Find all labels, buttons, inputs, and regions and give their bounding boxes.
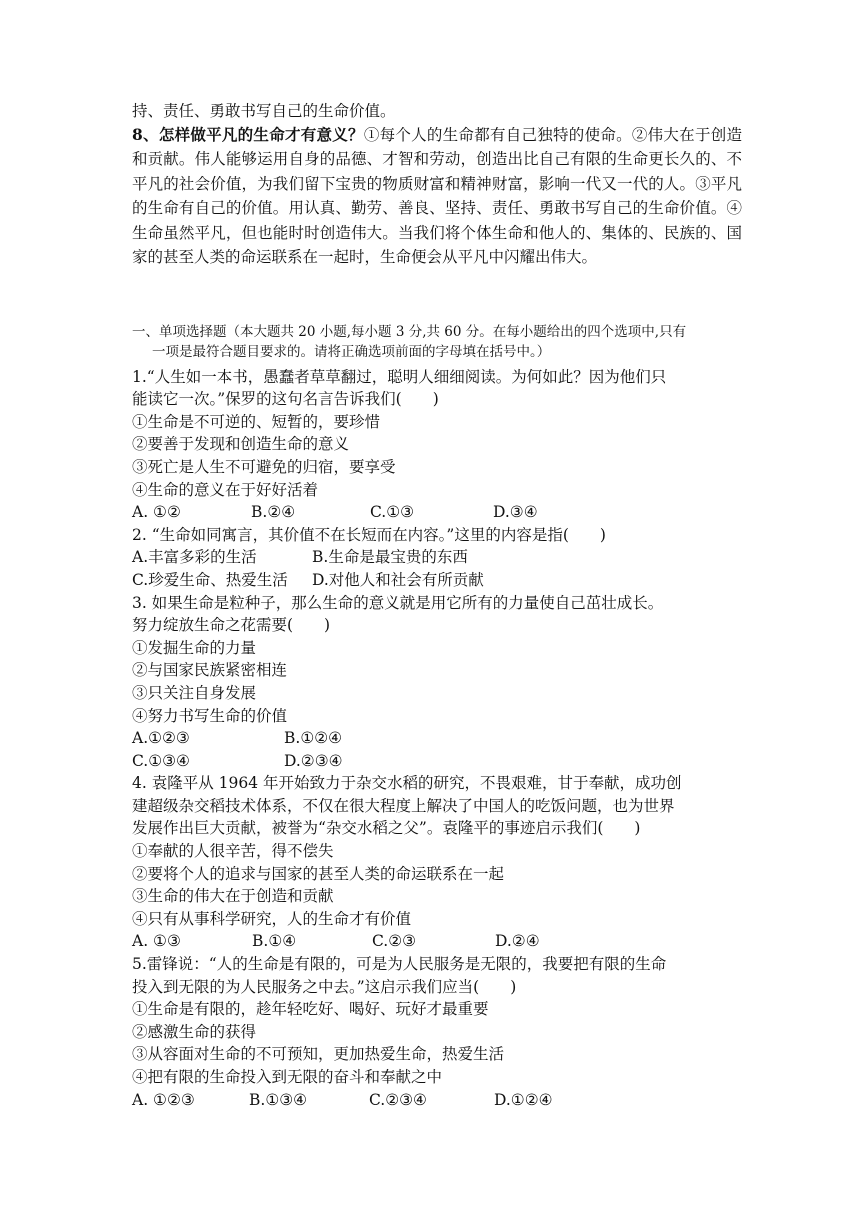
question-5	[132, 953, 742, 1111]
statement-item: ①生命是有限的，趁年轻吃好、喝好、玩好才最重要	[132, 1000, 489, 1019]
question-4	[132, 772, 742, 953]
question-stem: 能读它一次。”保罗的这句名言告诉我们( )	[132, 390, 439, 409]
question-stem: 5.雷锋说：“人的生命是有限的，可是为人民服务是无限的，我要把有限的生命	[132, 955, 667, 974]
carry-over-line: 持、责任、勇敢书写自己的生命价值。	[132, 102, 396, 120]
option-a[interactable]: A.①②③	[132, 729, 190, 748]
statement-item: ①生命是不可逆的、短暂的，要珍惜	[132, 412, 381, 431]
question-stem: 发展作出巨大贡献，被誉为“杂交水稻之父”。袁隆平的事迹启示我们( )	[132, 819, 641, 838]
statement-item: ④生命的意义在于好好活着	[132, 480, 319, 499]
statement-item: ④只有从事科学研究，人的生命才有价值	[132, 909, 412, 928]
answer-options	[132, 1089, 742, 1112]
statement-item: ①奉献的人很辛苦，得不偿失	[132, 842, 334, 861]
statement-item: ③从容面对生命的不可预知，更加热爱生命，热爱生活	[132, 1045, 505, 1064]
option-b[interactable]: B.①④	[252, 932, 297, 951]
question-stem: 投入到无限的为人民服务之中去。”这启示我们应当( )	[132, 977, 517, 996]
option-d[interactable]: D.③④	[493, 503, 538, 522]
question-stem: 努力绽放生命之花需要( )	[132, 616, 331, 635]
option-d[interactable]: D.②③④	[284, 751, 343, 770]
knowledge-point-8-body: ①每个人的生命都有自己独特的使命。②伟大在于创造和贡献。伟人能够运用自身的品德、才智和劳动，创造出比自己有限的生命更长久的、不平凡的社会价值，为我们留下宝贵的物质财富和精神财富，影响一代又一代的人。③平凡的生命有自己的价值。用认真、勤劳、善良、坚持、责任、勇敢书写自己的生命价值。④生命虽然平凡，但也能时时创造伟大。当我们将个体生命和他人的、集体的、民族的、国家的甚至人类的命运联系在一起时，生命便会从平凡中闪耀出伟大。	[132, 125, 742, 267]
answer-options	[132, 546, 742, 569]
option-a[interactable]: A.丰富多彩的生活	[132, 548, 257, 567]
knowledge-point-8	[132, 123, 742, 270]
statement-item: ②要善于发现和创造生命的意义	[132, 435, 350, 454]
section-heading	[132, 322, 742, 362]
option-c[interactable]: C.②③④	[369, 1090, 427, 1109]
answer-options	[132, 569, 742, 592]
answer-options	[132, 727, 742, 750]
statement-item: ①发掘生命的力量	[132, 638, 257, 657]
option-c[interactable]: C.①③④	[132, 751, 190, 770]
statement-item: ④努力书写生命的价值	[132, 706, 288, 725]
statement-item: ②与国家民族紧密相连	[132, 661, 288, 680]
knowledge-point-8-title: 8、怎样做平凡的生命才有意义？	[132, 124, 364, 144]
statement-item: ②要将个人的追求与国家的甚至人类的命运联系在一起	[132, 864, 505, 883]
answer-options	[132, 501, 742, 524]
option-a[interactable]: A. ①③	[132, 932, 181, 951]
option-b[interactable]: B.生命是最宝贵的东西	[312, 548, 468, 567]
option-b[interactable]: B.①②④	[284, 729, 343, 748]
statement-item: ③生命的伟大在于创造和贡献	[132, 887, 334, 906]
option-d[interactable]: D.对他人和社会有所贡献	[312, 570, 484, 589]
option-a[interactable]: A. ①②	[132, 503, 181, 522]
option-a[interactable]: A. ①②③	[132, 1090, 195, 1109]
question-stem: 3. 如果生命是粒种子，那么生命的意义就是用它所有的力量使自己茁壮成长。	[132, 593, 664, 612]
option-c[interactable]: C.珍爱生命、热爱生活	[132, 570, 288, 589]
option-d[interactable]: D.①②④	[494, 1090, 553, 1109]
statement-item: ②感激生命的获得	[132, 1022, 257, 1041]
section-heading-line2: 一项是最符合题目要求的。请将正确选项前面的字母填在括号中。）	[152, 343, 551, 360]
option-b[interactable]: B.②④	[251, 503, 296, 522]
question-stem: 建超级杂交稻技术体系，不仅在很大程度上解决了中国人的吃饭问题，也为世界	[132, 796, 675, 815]
page-content	[132, 100, 742, 1111]
statement-item: ④把有限的生命投入到无限的奋斗和奉献之中	[132, 1068, 443, 1086]
question-2	[132, 524, 742, 592]
option-c[interactable]: C.①③	[370, 503, 415, 522]
question-stem: 2. “生命如同寓言，其价值不在长短而在内容。”这里的内容是指( )	[132, 525, 606, 544]
question-1	[132, 366, 742, 524]
option-c[interactable]: C.②③	[372, 932, 417, 951]
option-b[interactable]: B.①③④	[249, 1090, 308, 1109]
answer-options	[132, 750, 742, 773]
option-d[interactable]: D.②④	[495, 932, 540, 951]
statement-item: ③只关注自身发展	[132, 683, 257, 702]
statement-item: ③死亡是人生不可避免的归宿，要享受	[132, 457, 396, 476]
section-heading-line1: 一、单项选择题（本大题共 20 小题,每小题 3 分,共 60 分。在每小题给出的四个选项中,只有	[132, 323, 687, 340]
answer-options	[132, 930, 742, 953]
question-stem: 4. 袁隆平从 1964 年开始致力于杂交水稻的研究，不畏艰难，甘于奉献，成功创	[132, 774, 682, 793]
question-stem: 1.“人生如一本书，愚蠢者草草翻过，聪明人细细阅读。为何如此？因为他们只	[132, 367, 667, 386]
question-3	[132, 592, 742, 773]
